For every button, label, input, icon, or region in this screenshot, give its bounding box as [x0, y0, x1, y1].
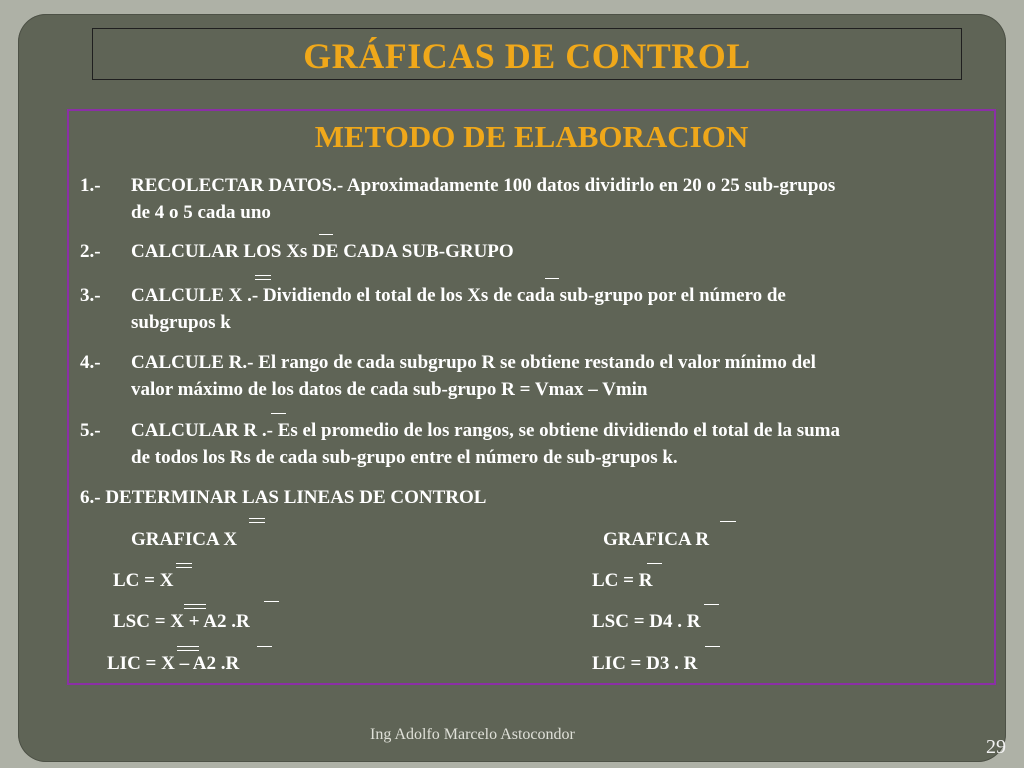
left-lsc-formula: LSC = X + A2 .R — [113, 611, 250, 632]
item-1-line2: de 4 o 5 cada uno — [131, 202, 271, 223]
left-chart-heading: GRAFICA X — [131, 529, 238, 550]
right-lic-formula: LIC = D3 . R — [592, 653, 698, 674]
left-lic-formula: LIC = X – A2 .R — [107, 653, 240, 674]
item-6-heading: 6.- DETERMINAR LAS LINEAS DE CONTROL — [80, 487, 487, 508]
item-3-line1: CALCULE X .- Dividiendo el total de los Xs de cada sub-grupo por el número de — [131, 285, 786, 306]
item-1-number: 1.- — [80, 175, 101, 196]
item-4-number: 4.- — [80, 352, 101, 373]
item-3-number: 3.- — [80, 285, 101, 306]
section-subtitle: METODO DE ELABORACION — [314, 119, 749, 154]
title-box — [92, 28, 962, 80]
right-lsc-formula: LSC = D4 . R — [592, 611, 701, 632]
item-5-overbar — [271, 413, 286, 414]
item-4-line2: valor máximo de los datos de cada sub-grupo R = Vmax – Vmin — [131, 379, 648, 400]
slide-title: GRÁFICAS DE CONTROL — [303, 36, 751, 76]
right-chart-heading: GRAFICA R — [603, 529, 710, 550]
item-3-line2: subgrupos k — [131, 312, 231, 333]
right-heading-overbar — [720, 521, 736, 522]
left-heading-double-overbar — [249, 518, 265, 523]
right-lic-overbar — [705, 646, 720, 647]
item-2-line1: CALCULAR LOS Xs DE CADA SUB-GRUPO — [131, 241, 514, 262]
item-5-line2: de todos los Rs de cada sub-grupo entre el número de sub-grupos k. — [131, 447, 678, 468]
right-lsc-overbar — [704, 604, 719, 605]
item-5-number: 5.- — [80, 420, 101, 441]
item-2-number: 2.- — [80, 241, 101, 262]
left-lic-r-overbar — [257, 646, 272, 647]
right-lc-overbar — [647, 563, 662, 564]
footer-author: Ing Adolfo Marcelo Astocondor — [370, 726, 575, 743]
item-4-line1: CALCULE R.- El rango de cada subgrupo R se obtiene restando el valor mínimo del — [131, 352, 816, 373]
item-1-line1: RECOLECTAR DATOS.- Aproximadamente 100 datos dividirlo en 20 o 25 sub-grupos — [131, 175, 836, 196]
left-lc-formula: LC = X — [113, 570, 174, 591]
left-lsc-r-overbar — [264, 601, 279, 602]
left-lc-double-overbar — [176, 563, 192, 568]
item-2-overbar — [319, 234, 333, 235]
right-lc-formula: LC = R — [592, 570, 653, 591]
item-3-overbar — [545, 278, 559, 279]
page-number: 29 — [986, 736, 1006, 758]
item-5-line1: CALCULAR R .- Es el promedio de los rangos, se obtiene dividiendo el total de la suma — [131, 420, 841, 441]
item-3-double-overbar — [255, 275, 271, 280]
